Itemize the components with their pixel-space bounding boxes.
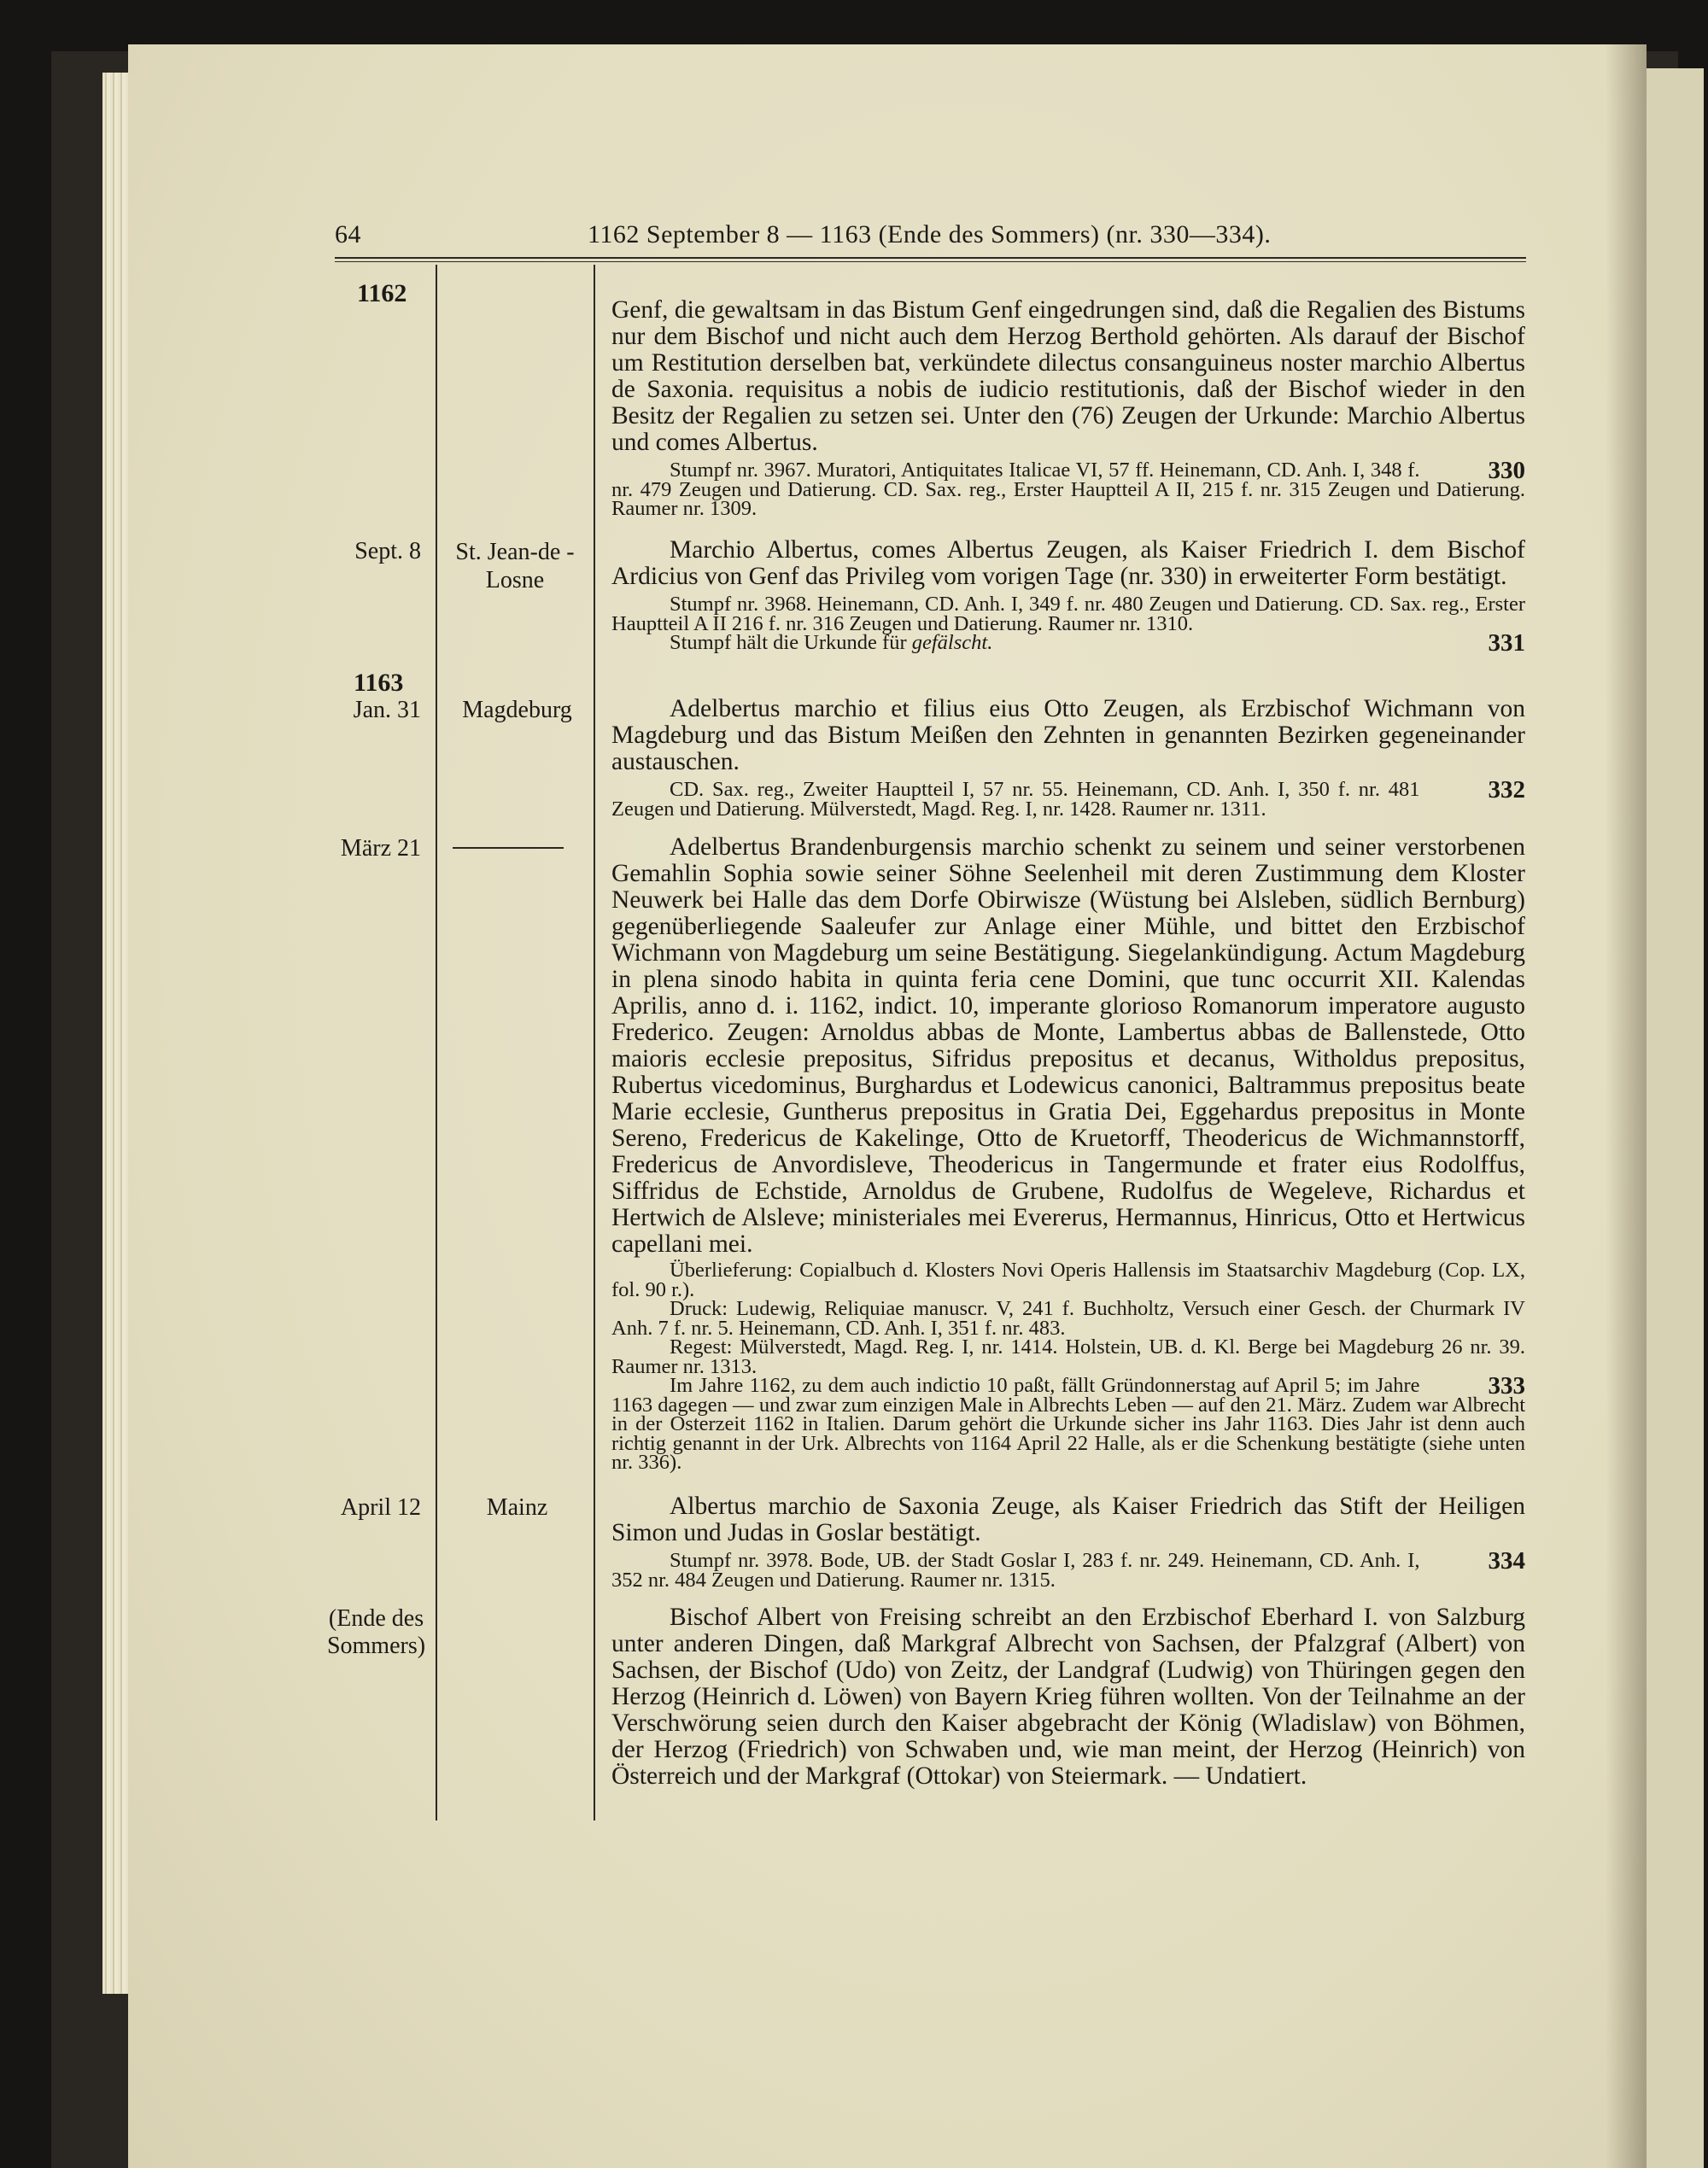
dating-text: Im Jahre 1162, zu dem auch indictio 10 paßt, fällt Gründonnerstag auf April 5; im Jahre 1163 dagegen — und zwar zum einzigen Male in Albrechts Leben — auf den 21. März. Zudem war Albrecht in der Osterzeit 1162 in Italien. Darum gehört die Urkunde sicher ins Jahr 1163. Dies Jahr ist denn auch richtig genannt in der Urk. Albrechts von 1164 April 22 Halle, als er die Schenkung bestätigte (siehe unten nr. 336). (611, 1374, 1525, 1474)
regest-sources (611, 457, 1525, 520)
regest-sources (611, 776, 1525, 821)
tradition-note: Überlieferung: Copialbuch d. Klosters Novi Operis Hallensis im Staatsarchiv Magdeburg (Cop. LX, fol. 90 r.). (611, 1259, 1525, 1301)
column-divider-place (594, 265, 595, 1820)
entry-date: März 21 (340, 835, 421, 862)
page-title: 1162 September 8 — 1163 (Ende des Sommers) (nr. 330—334). (588, 220, 1272, 248)
dating-note (611, 1372, 1525, 1474)
source-text: Stumpf nr. 3978. Bode, UB. der Stadt Goslar I, 283 f. nr. 249. Heinemann, CD. Anh. I, 352 nr. 484 Zeugen und Datierung. Raumer nr. 1315. (611, 1549, 1420, 1592)
regest-entry-331 (611, 536, 1525, 657)
source-text: Stumpf nr. 3967. Muratori, Antiquitates Italicae VI, 57 ff. Heinemann, CD. Anh. I, 348 f. nr. 479 Zeugen und Datierung. CD. Sax. reg., Erster Hauptteil A II, 215 f. nr. 315 Zeugen und Datierung. Raumer nr. 1309. (611, 459, 1525, 520)
entry-place: Mainz (486, 1494, 548, 1521)
entry-date: Jan. 31 (353, 697, 421, 723)
regest-remark (611, 629, 1525, 657)
remark-text: Stumpf hält die Urkunde für (670, 631, 907, 654)
column-divider-date (436, 265, 437, 1820)
regest-entry-333 (611, 834, 1525, 1473)
source-text: CD. Sax. reg., Zweiter Hauptteil I, 57 nr. 55. Heinemann, CD. Anh. I, 350 f. nr. 481 Zeugen und Datierung. Mülverstedt, Magd. Reg. I, nr. 1428. Raumer nr. 1311. (611, 778, 1420, 821)
regest-entry-332 (611, 696, 1525, 819)
regest-number: 330 (1488, 457, 1525, 484)
regest-text: Bischof Albert von Freising schreibt an den Erzbischof Eberhard I. von Salzburg unter anderen Dingen, daß Markgraf Albrecht von Sachsen, der Pfalzgraf (Albert) von Sachsen, der Bischof (Udo) von Zeitz, der Landgraf (Ludwig) von Thüringen gegen den Herzog (Heinrich d. Löwen) von Bayern Krieg führen wollten. Von der Teilnahme an der Verschwörung seien durch den Kaiser abgebracht der König (Wladislaw) von Böhmen, der Herzog (Friedrich) von Schwaben und, wie man meint, der Herzog (Heinrich) von Österreich und der Markgraf (Ottokar) von Steiermark. — Undatiert. (611, 1604, 1525, 1790)
regest-sources: Stumpf nr. 3968. Heinemann, CD. Anh. I, 349 f. nr. 480 Zeugen und Datierung. CD. Sax. reg., Erster Hauptteil A II 216 f. nr. 316 Zeugen und Datierung. Raumer nr. 1310. (611, 593, 1525, 635)
regest-entry-335 (611, 1604, 1525, 1790)
year-label: 1163 (354, 669, 404, 697)
remark-italic: gefälscht. (911, 631, 993, 654)
regest-entry-330 (611, 297, 1525, 519)
entry-place: Magdeburg (462, 697, 572, 723)
regest-note: Regest: Mülverstedt, Magd. Reg. I, nr. 1414. Holstein, UB. d. Kl. Berge bei Magdeburg 26 nr. 39. Raumer nr. 1313. (611, 1335, 1525, 1378)
regest-number: 333 (1488, 1372, 1525, 1400)
regest-text: Genf, die gewaltsam in das Bistum Genf eingedrungen sind, daß die Regalien des Bistums nur dem Bischof und nicht auch dem Herzog Berthold gehörten. Als darauf der Bischof um Restitution derselben bat, verkündete dilectus consanguineus noster marchio Albertus de Saxonia. requisitus a nobis de iudicio restitutionis, daß der Bischof wieder in den Besitz der Regalien zu setzen sei. Unter den (76) Zeugen der Urkunde: Marchio Albertus und comes Albertus. (611, 296, 1525, 456)
entry-date: Sept. 8 (354, 538, 421, 564)
place-dash (453, 847, 564, 849)
regest-entry-334 (611, 1493, 1525, 1590)
regest-text: Albertus marchio de Saxonia Zeuge, als Kaiser Friedrich das Stift der Heiligen Simon und Judas in Goslar bestätigt. (611, 1493, 1525, 1546)
year-label: 1162 (357, 279, 407, 307)
page-gutter-shadow (1606, 44, 1647, 2168)
header-rule-thin (335, 261, 1526, 262)
running-header (335, 220, 1526, 254)
regest-text: Adelbertus marchio et filius eius Otto Zeugen, als Erzbischof Wichmann von Magdeburg und das Bistum Meißen den Zehnten in genannten Bezirken gegeneinander austauschen. (611, 695, 1525, 775)
regest-text: Marchio Albertus, comes Albertus Zeugen, als Kaiser Friedrich I. dem Bischof Ardicius von Genf das Privileg vom vorigen Tage (nr. 330) in erweiterter Form bestätigt. (611, 536, 1525, 590)
entry-place: St. Jean-de -Losne (455, 539, 575, 593)
regest-number: 332 (1488, 776, 1525, 804)
print-note: Druck: Ludewig, Reliquiae manuscr. V, 241 f. Buchholtz, Versuch einer Gesch. der Churmark IV Anh. 7 f. nr. 5. Heinemann, CD. Anh. I, 351 f. nr. 483. (611, 1297, 1525, 1340)
page-number: 64 (335, 220, 361, 248)
regest-sources (611, 1547, 1525, 1592)
regest-text: Adelbertus Brandenburgensis marchio schenkt zu seinem und seiner verstorbenen Gemahlin Sophia sowie seiner Söhne Seelenheil mit deren Zustimmung dem Kloster Neuwerk bei Halle das dem Dorfe Obirwisze (Wüstung bei Alsleben, südlich Bernburg) gegenüberliegende Saaleufer zur Anlage einer Mühle, und bittet den Erzbischof Wichmann von Magdeburg um seine Bestätigung. Siegelankündigung. Actum Magdeburg in plena sinodo habita in quinta feria cene Domini, que tunc occurrit XII. Kalendas Aprilis, anno d. i. 1162, indict. 10, imperante glorioso Romanorum imperatore augusto Frederico. Zeugen: Arnoldus abbas de Monte, Lambertus abbas de Ballenstede, Otto maioris ecclesie prepositus, Sifridus prepositus et decanus, Witholdus prepositus, Rubertus vicedominus, Burghardus et Lodewicus canonici, Baltrammus prepositus beate Marie ecclesie, Guntherus prepositus in Gratia Dei, Eggehardus prepositus in Monte Sereno, Fredericus de Kakelinge, Otto de Kruetorff, Theodericus de Wichmannstorff, Fredericus de Anvordisleve, Theodericus in Tangermunde et frater eius Rodolffus, Siffridus de Echstide, Arnoldus de Grubene, Rudolfus de Wegeleve, Richardus et Hertwich de Alsleve; ministeriales mei Evererus, Hermannus, Hinricus, Otto et Hertwicus capellani mei. (611, 833, 1525, 1258)
entry-date: April 12 (340, 1494, 421, 1521)
regest-number: 334 (1488, 1547, 1525, 1575)
regest-number: 331 (1488, 629, 1525, 657)
facing-page-edge (1644, 68, 1704, 2168)
header-rule (335, 257, 1526, 259)
entry-date: (Ende des Sommers) (326, 1605, 426, 1659)
